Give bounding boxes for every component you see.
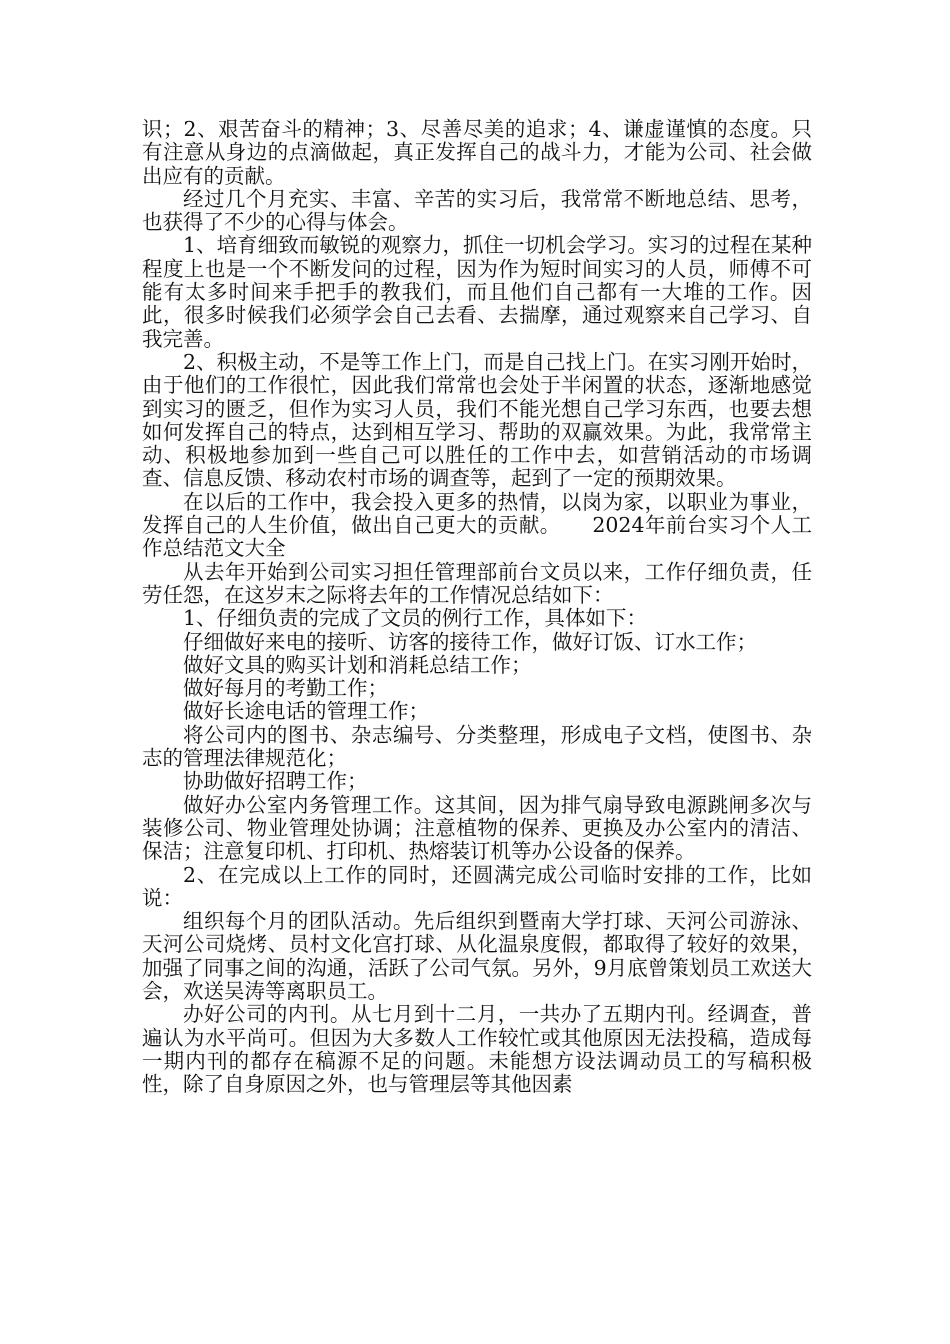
paragraph: 在以后的工作中，我会投入更多的热情，以岗为家，以职业为事业，发挥自己的人生价值，做出自己更大的贡献。 2024年前台实习个人工作总结范文大全 bbox=[142, 489, 812, 561]
paragraph: 2、积极主动，不是等工作上门，而是自己找上门。在实习刚开始时，由于他们的工作很忙，因此我们常常也会处于半闲置的状态，逐渐地感觉到实习的匮乏，但作为实习人员，我们不能光想自己学习东西，也要去想如何发挥自己的特点，达到相互学习、帮助的双赢效果。为此，我常常主动、积极地参加到一些自己可以胜任的工作中去，如营销活动的市场调查、信息反馈、移动农村市场的调查等，起到了一定的预期效果。 bbox=[142, 349, 812, 491]
paragraph: 从去年开始到公司实习担任管理部前台文员以来，工作仔细负责，任劳任怨，在这岁末之际将去年的工作情况总结如下： bbox=[142, 559, 812, 607]
paragraph: 做好办公室内务管理工作。这其间，因为排气扇导致电源跳闸多次与装修公司、物业管理处协调；注意植物的保养、更换及办公室内的清洁、保洁；注意复印机、打印机、热熔装订机等办公设备的保养。 bbox=[142, 792, 812, 864]
paragraph: 做好长途电话的管理工作； bbox=[183, 699, 429, 724]
paragraph: 组织每个月的团队活动。先后组织到暨南大学打球、天河公司游泳、天河公司烧烤、员村文化宫打球、从化温泉度假，都取得了较好的效果，加强了同事之间的沟通，活跃了公司气氛。另外，9月底曾策划员工欢送大会，欢送吴涛等离职员工。 bbox=[142, 909, 812, 1003]
paragraph: 做好文具的购买计划和消耗总结工作； bbox=[183, 652, 532, 677]
paragraph: 1、培育细致而敏锐的观察力，抓住一切机会学习。实习的过程在某种程度上也是一个不断发问的过程，因为作为短时间实习的人员，师傅不可能有太多时间来手把手的教我们，而且他们自己都有一大堆的工作。因此，很多时候我们必须学会自己去看、去揣摩，通过观察来自己学习、自我完善。 bbox=[142, 233, 812, 351]
paragraph: 经过几个月充实、丰富、辛苦的实习后，我常常不断地总结、思考，也获得了不少的心得与体会。 bbox=[142, 186, 812, 235]
paragraph: 将公司内的图书、杂志编号、分类整理，形成电子文档，使图书、杂志的管理法律规范化； bbox=[142, 722, 812, 771]
paragraph: 办好公司的内刊。从七月到十二月，一共办了五期内刊。经调查，普遍认为水平尚可。但因为大多数人工作较忙或其他原因无法投稿，造成每一期内刊的都存在稿源不足的问题。未能想方设法调动员工的写稿积极性，除了自身原因之外，也与管理层等其他因素 bbox=[142, 1002, 812, 1097]
paragraph: 仔细做好来电的接听、访客的接待工作，做好订饭、订水工作； bbox=[183, 629, 757, 654]
document-body bbox=[142, 118, 812, 1096]
paragraph: 识；2、艰苦奋斗的精神；3、尽善尽美的追求；4、谦虚谨慎的态度。只有注意从身边的点滴做起，真正发挥自己的战斗力，才能为公司、社会做出应有的贡献。 bbox=[142, 117, 812, 188]
paragraph: 做好每月的考勤工作； bbox=[183, 676, 388, 701]
paragraph: 2、在完成以上工作的同时，还圆满完成公司临时安排的工作，比如说： bbox=[142, 862, 812, 910]
paragraph: 协助做好招聘工作； bbox=[183, 769, 368, 794]
paragraph: 1、仔细负责的完成了文员的例行工作，具体如下： bbox=[183, 606, 648, 631]
